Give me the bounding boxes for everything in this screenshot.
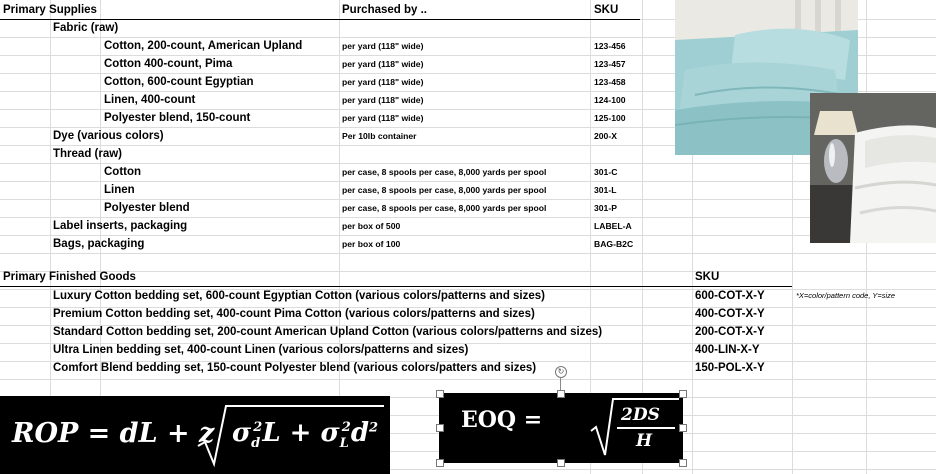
finished-good-name[interactable]: Ultra Linen bedding set, 400-count Linen (various colors/patterns and sizes) — [53, 344, 469, 356]
finished-header-underline — [0, 286, 792, 287]
supply-item-name[interactable]: Label inserts, packaging — [53, 220, 188, 232]
eoq-numerator: 2DS — [621, 405, 660, 425]
supply-item-name[interactable]: Polyester blend — [104, 202, 190, 214]
finished-goods-header: Primary Finished Goods — [3, 271, 136, 283]
finished-good-name[interactable]: Standard Cotton bedding set, 200-count American Upland Cotton (various colors/patterns and sizes) — [53, 326, 603, 338]
supply-purchase-unit[interactable]: per yard (118" wide) — [342, 95, 424, 105]
supply-item-name[interactable]: Cotton 400-count, Pima — [104, 58, 233, 70]
resize-handle-r[interactable] — [679, 424, 687, 432]
finished-good-name[interactable]: Luxury Cotton bedding set, 600-count Egyptian Cotton (various colors/patterns and sizes) — [53, 290, 545, 302]
supply-purchase-unit[interactable]: per case, 8 spools per case, 8,000 yards per spool — [342, 185, 547, 195]
finished-good-sku[interactable]: 400-LIN-X-Y — [695, 344, 760, 356]
supply-purchase-unit[interactable]: per yard (118" wide) — [342, 113, 424, 123]
eoq-formula-lhs: EOQ = — [461, 407, 543, 433]
grid-row-line — [0, 379, 936, 380]
white-bed-lamp-image — [810, 93, 936, 243]
supply-sku[interactable]: 301-L — [594, 185, 617, 195]
supply-sku[interactable]: 301-C — [594, 167, 618, 177]
finished-good-sku[interactable]: 200-COT-X-Y — [695, 326, 765, 338]
supply-item-name[interactable]: Linen — [104, 184, 135, 196]
rotate-handle-stem — [560, 377, 561, 390]
supply-item-name[interactable]: Polyester blend, 150-count — [104, 112, 251, 124]
bedding-photo-white[interactable] — [810, 93, 936, 243]
resize-handle-tr[interactable] — [679, 390, 687, 398]
eoq-denominator: H — [636, 431, 653, 451]
header-underline — [0, 19, 640, 20]
purchased-by-header: Purchased by .. — [342, 4, 428, 16]
supply-purchase-unit[interactable]: per box of 500 — [342, 221, 401, 231]
finished-good-sku[interactable]: 600-COT-X-Y — [695, 290, 765, 302]
supply-sku[interactable]: 125-100 — [594, 113, 626, 123]
rotate-handle-icon[interactable]: ↻ — [555, 366, 567, 378]
supply-item-name[interactable]: Thread (raw) — [53, 148, 123, 160]
supply-sku[interactable]: BAG-B2C — [594, 239, 634, 249]
supply-sku[interactable]: 123-458 — [594, 77, 626, 87]
supply-sku[interactable]: 301-P — [594, 203, 617, 213]
supply-sku[interactable]: 123-457 — [594, 59, 626, 69]
resize-handle-t[interactable] — [557, 390, 565, 398]
rop-formula-radicand: $\sigma_d^2L + \sigma_L^2d^2$ — [232, 418, 379, 452]
resize-handle-br[interactable] — [679, 459, 687, 467]
supply-item-name[interactable]: Cotton — [104, 166, 142, 178]
supply-purchase-unit[interactable]: per case, 8 spools per case, 8,000 yards per spool — [342, 203, 547, 213]
supply-sku[interactable]: 123-456 — [594, 41, 626, 51]
supply-item-name[interactable]: Fabric (raw) — [53, 22, 119, 34]
supply-item-name[interactable]: Cotton, 200-count, American Upland — [104, 40, 303, 52]
supply-item-name[interactable]: Cotton, 600-count Egyptian — [104, 76, 254, 88]
rop-formula-lhs: ROP = dL + z — [12, 418, 215, 449]
supplies-header: Primary Supplies — [3, 4, 97, 16]
supply-purchase-unit[interactable]: per yard (118" wide) — [342, 59, 424, 69]
eoq-formula-image[interactable] — [439, 393, 683, 463]
finished-good-sku[interactable]: 150-POL-X-Y — [695, 362, 765, 374]
supply-purchase-unit[interactable]: per box of 100 — [342, 239, 401, 249]
supply-purchase-unit[interactable]: per yard (118" wide) — [342, 77, 424, 87]
supply-item-name[interactable]: Bags, packaging — [53, 238, 145, 250]
finished-good-sku[interactable]: 400-COT-X-Y — [695, 308, 765, 320]
sku-code-note: *X=color/pattern code, Y=size — [796, 291, 896, 300]
supply-purchase-unit[interactable]: per case, 8 spools per case, 8,000 yards per spool — [342, 167, 547, 177]
grid-row-line — [0, 253, 936, 254]
supply-sku[interactable]: 124-100 — [594, 95, 626, 105]
sku-header: SKU — [594, 4, 619, 16]
supply-purchase-unit[interactable]: Per 10lb container — [342, 131, 417, 141]
supply-sku[interactable]: 200-X — [594, 131, 617, 141]
finished-good-name[interactable]: Comfort Blend bedding set, 150-count Polyester blend (various colors/patters and sizes) — [53, 362, 537, 374]
supply-purchase-unit[interactable]: per yard (118" wide) — [342, 41, 424, 51]
supply-item-name[interactable]: Linen, 400-count — [104, 94, 196, 106]
resize-handle-tl[interactable] — [436, 390, 444, 398]
rop-formula-image[interactable] — [0, 396, 390, 474]
resize-handle-bl[interactable] — [436, 459, 444, 467]
supply-item-name[interactable]: Dye (various colors) — [53, 130, 164, 142]
resize-handle-b[interactable] — [557, 459, 565, 467]
finished-sku-header: SKU — [695, 271, 720, 283]
resize-handle-l[interactable] — [436, 424, 444, 432]
finished-good-name[interactable]: Premium Cotton bedding set, 400-count Pima Cotton (various colors/patterns and sizes) — [53, 308, 535, 320]
grid-row-line — [0, 271, 936, 272]
supply-sku[interactable]: LABEL-A — [594, 221, 632, 231]
